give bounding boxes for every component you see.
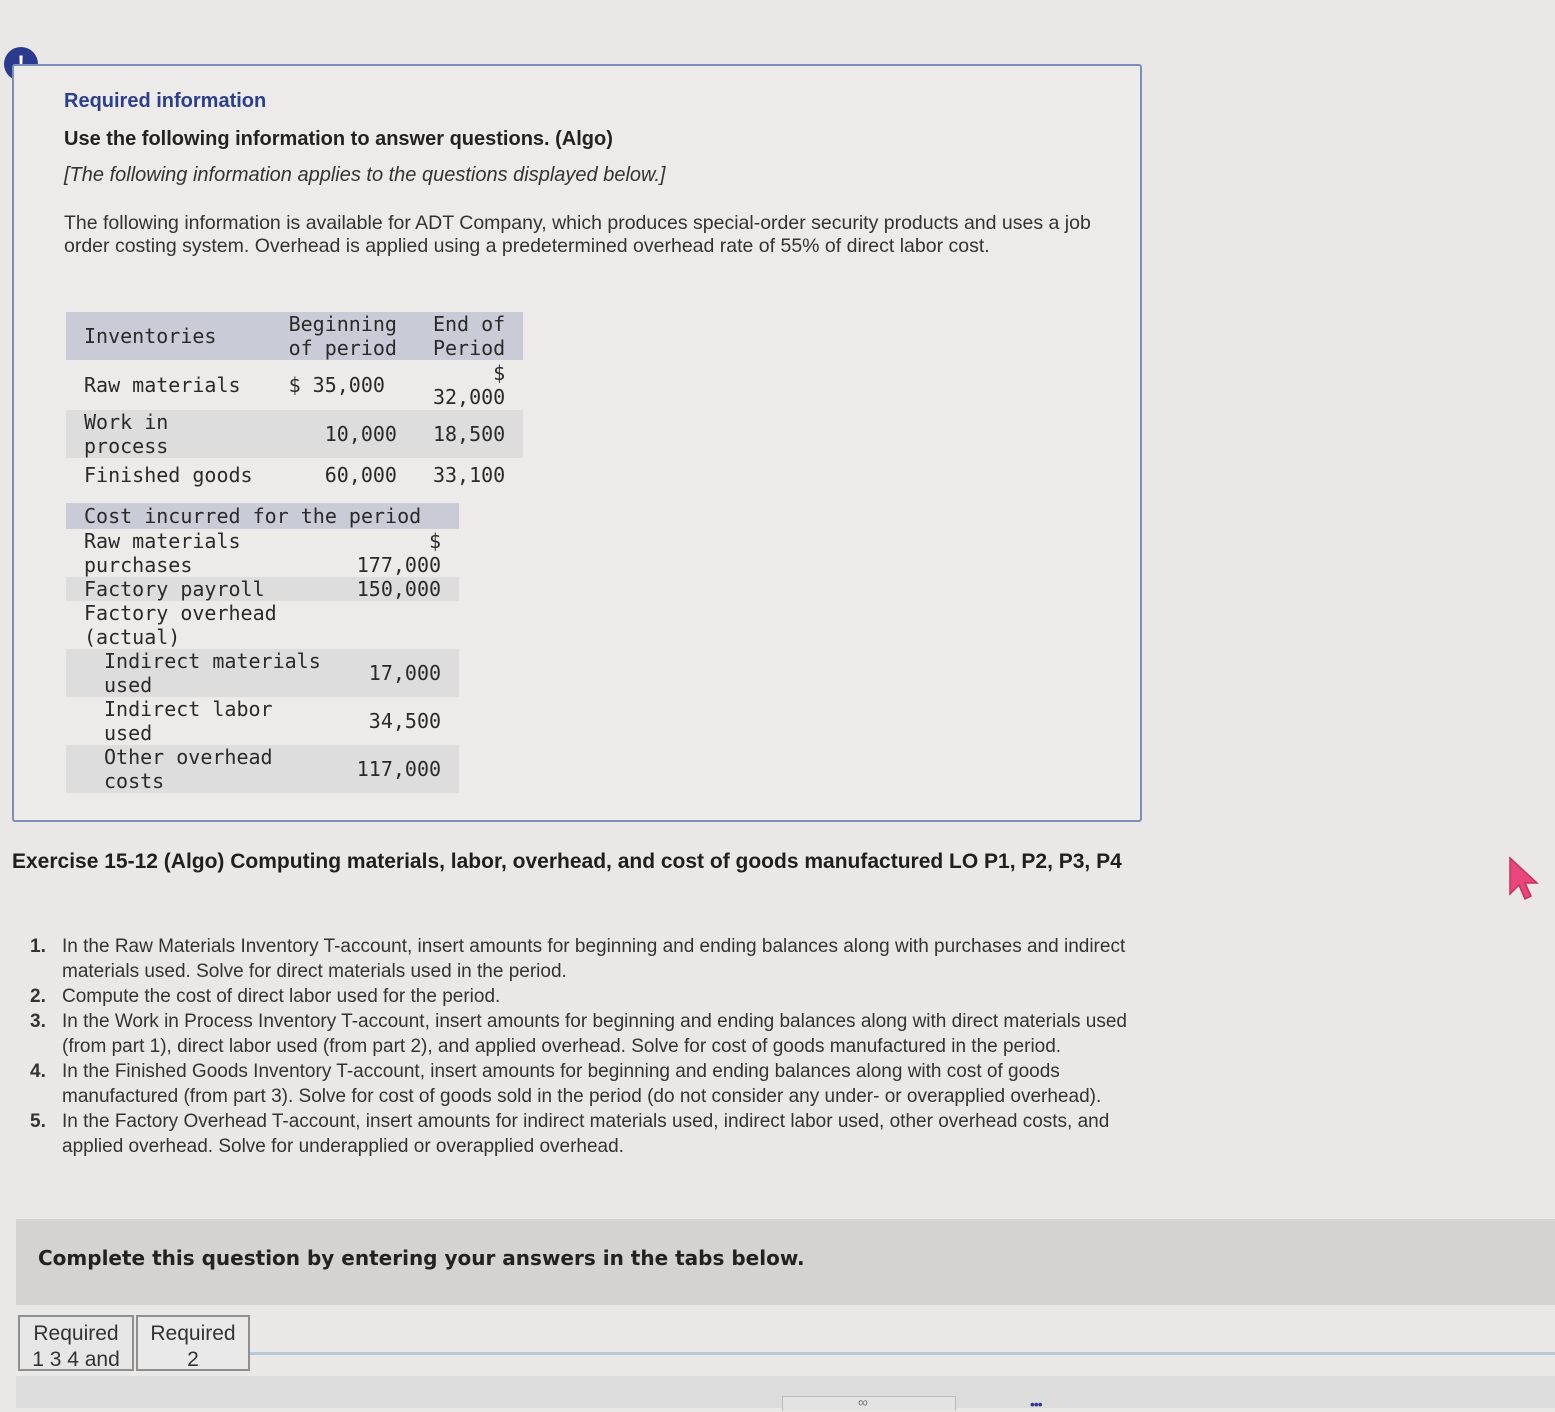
table-row (66, 745, 459, 793)
table-row (66, 458, 523, 492)
list-item-number: 2. (30, 986, 46, 1007)
required-info-title: Required information (64, 90, 267, 112)
row-value (339, 601, 459, 649)
row-end: $ 32,000 (432, 361, 506, 409)
costs-header: Cost incurred for the period (66, 503, 459, 529)
table-row (66, 601, 459, 649)
list-item (30, 1009, 1140, 1059)
note-text: [The following information applies to the questions displayed below.] (64, 164, 666, 186)
task-list (30, 934, 1140, 1159)
row-end: 33,100 (432, 463, 506, 487)
table-row (66, 529, 459, 577)
list-item-text: In the Finished Goods Inventory T-account, insert amounts for beginning and ending balances along with cost of goods manufactured (from part 3). Solve for cost of goods sold in the period (do not consider any under- or overapplied overhead). (62, 1061, 1102, 1107)
list-item (30, 1109, 1140, 1159)
list-item-number: 3. (30, 1011, 46, 1032)
row-label: Work in process (66, 410, 271, 458)
complete-prompt: Complete this question by entering your answers in the tabs below. (38, 1246, 805, 1270)
list-item-text: Compute the cost of direct labor used for the period. (62, 986, 501, 1007)
list-item-text: In the Raw Materials Inventory T-account, insert amounts for beginning and ending balances along with purchases and indirect materials used. Solve for direct materials used in the period. (62, 936, 1126, 982)
costs-table (66, 503, 459, 793)
row-value: $ 177,000 (356, 529, 442, 577)
exercise-title: Exercise 15-12 (Algo) Computing materials, labor, overhead, and cost of goods manufactured LO P1, P2, P3, P4 (12, 850, 1122, 873)
list-item-number: 1. (30, 936, 46, 957)
row-value: 150,000 (339, 577, 459, 601)
bottom-toolbar-button[interactable] (782, 1396, 956, 1411)
inventories-table (66, 312, 523, 492)
required-information-panel (12, 64, 1142, 822)
table-row (66, 410, 523, 458)
row-value: 117,000 (339, 745, 459, 793)
row-label: Other overhead costs (66, 745, 339, 793)
list-item-number: 4. (30, 1061, 46, 1082)
row-begin: $ 35,000 (288, 373, 385, 397)
more-icon[interactable]: ••• (1030, 1396, 1042, 1412)
complete-question-bar (16, 1219, 1555, 1305)
list-item (30, 984, 1140, 1009)
inventories-header-row (66, 312, 523, 360)
tab-required-2[interactable] (136, 1315, 250, 1371)
table-row (66, 577, 459, 601)
row-begin: 10,000 (271, 410, 415, 458)
col-beginning: Beginning of period (271, 312, 415, 360)
cursor-icon (1506, 856, 1540, 902)
col-end: End of Period (415, 312, 523, 360)
link-icon[interactable]: ∞ (858, 1394, 868, 1410)
description-text: The following information is available for ADT Company, which produces special-order security products and uses a job order costing system. Overhead is applied using a predetermined overhead rate of 55% of direct labor cost. (64, 212, 1091, 257)
tab-label-line1: Required (33, 1322, 119, 1345)
row-end: 18,500 (415, 410, 523, 458)
row-value: 34,500 (368, 709, 442, 733)
row-label: Factory overhead (actual) (84, 601, 277, 649)
tab-underline (250, 1352, 1555, 1355)
row-value: 17,000 (339, 649, 459, 697)
list-item-text: In the Work in Process Inventory T-account, insert amounts for beginning and ending balances along with direct materials used (from part 1), direct labor used (from part 2), and applied overhead. Solve for cost of goods manufactured in the period. (62, 1011, 1127, 1057)
table-row (66, 649, 459, 697)
table-row (66, 360, 523, 410)
list-item-number: 5. (30, 1111, 46, 1132)
tab-label-line2: 1 3 4 and (32, 1348, 120, 1371)
row-label: Indirect materials used (66, 649, 339, 697)
table-row (66, 697, 459, 745)
costs-header-row (66, 503, 459, 529)
tab-label-line1: Required (150, 1322, 236, 1345)
row-label: Indirect labor used (104, 697, 273, 745)
row-label: Factory payroll (66, 577, 339, 601)
list-item (30, 934, 1140, 984)
row-label: Finished goods (84, 463, 253, 487)
intro-text: Use the following information to answer questions. (Algo) (64, 128, 613, 150)
row-label: Raw materials purchases (84, 529, 241, 577)
tab-label-line2: 2 (187, 1348, 199, 1371)
col-inventories: Inventories (66, 312, 271, 360)
list-item (30, 1059, 1140, 1109)
tab-required-1-3-4[interactable] (18, 1315, 134, 1371)
list-item-text: In the Factory Overhead T-account, insert amounts for indirect materials used, indirect labor used, other overhead costs, and applied overhead. Solve for underapplied or overapplied overhead. (62, 1111, 1110, 1157)
row-label: Raw materials (84, 373, 241, 397)
row-begin: 60,000 (324, 463, 397, 487)
